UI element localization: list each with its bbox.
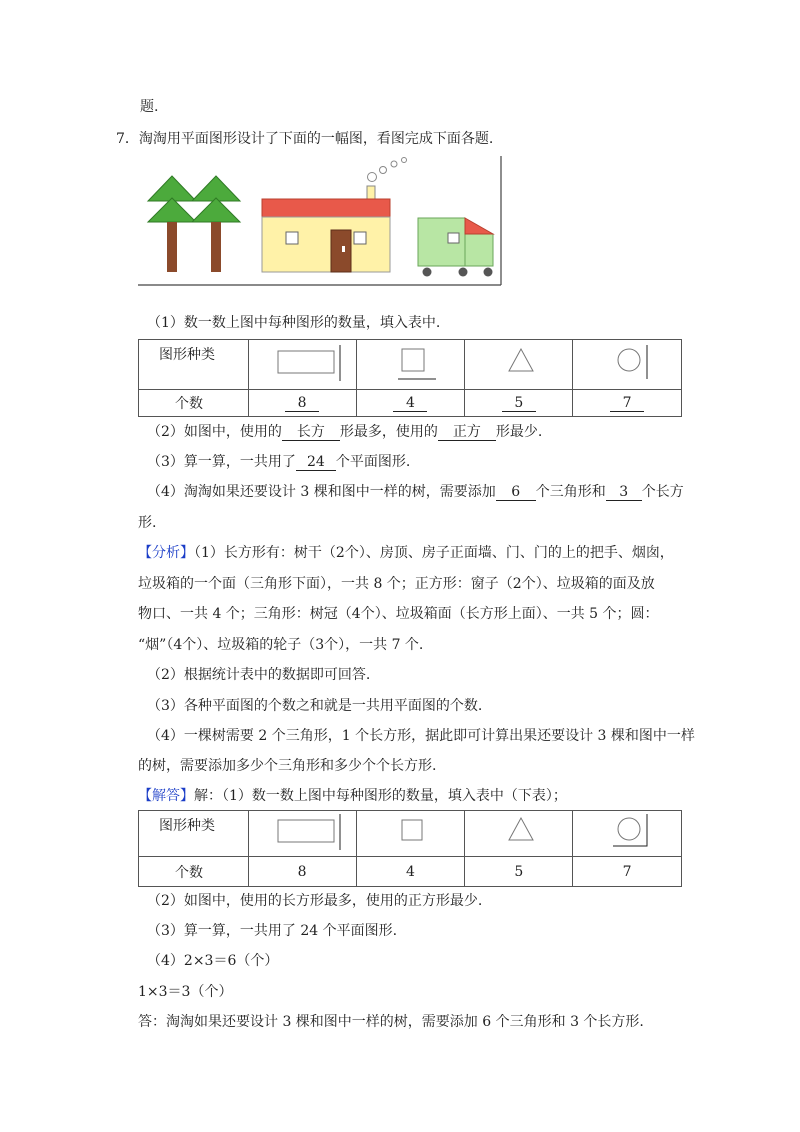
answer-intro: 【解答】解：（1）数一数上图中每种图形的数量，填入表中（下表）；	[138, 788, 567, 804]
answer-blank: 24	[296, 454, 336, 471]
table-row-label: 个数	[139, 390, 249, 417]
triangle-shape-cell	[465, 340, 573, 390]
rectangle-shape-cell	[248, 340, 356, 390]
square-shape-cell	[356, 811, 465, 857]
answer-line-5: 1×3＝3（个）	[138, 984, 233, 1000]
rectangle-count: 8	[248, 390, 356, 417]
square-icon	[360, 812, 460, 852]
design-illustration	[138, 156, 502, 286]
shape-count-table-1	[138, 339, 682, 417]
sub-question-2: （2）如图中，使用的 长方 形最多，使用的 正方 形最少.	[147, 424, 543, 440]
tree-1	[148, 176, 196, 272]
answer-tag: 【解答】	[138, 788, 194, 804]
answer-line-4: （4）2×3＝6（个）	[147, 953, 279, 969]
answer-blank: 6	[496, 484, 536, 501]
table-header-label: 图形种类	[139, 811, 249, 857]
analysis-line-5: （2）根据统计表中的数据即可回答.	[147, 667, 371, 683]
question-stem: 淘淘用平面图形设计了下面的一幅图，看图完成下面各题.	[138, 131, 494, 147]
answer-blank: 3	[606, 484, 642, 501]
circle-icon	[577, 812, 677, 852]
rectangle-count: 8	[248, 857, 356, 887]
circle-shape-cell	[573, 340, 682, 390]
triangle-count: 5	[465, 857, 573, 887]
tree-2	[192, 176, 240, 272]
sub-question-1: （1）数一数上图中每种图形的数量，填入表中.	[147, 315, 441, 331]
analysis-line-4: “烟”（4个）、垃圾箱的轮子（3个），一共 7 个.	[138, 637, 424, 653]
circle-count: 7	[573, 390, 682, 417]
table-row-label: 个数	[139, 857, 249, 887]
triangle-icon	[469, 343, 569, 383]
answer-blank: 正方	[438, 424, 496, 441]
triangle-shape-cell	[465, 811, 573, 857]
question-7	[116, 130, 493, 148]
house	[262, 186, 390, 272]
answer-line-3: （3）算一算，一共用了 24 个平面图形.	[147, 923, 398, 939]
square-icon	[360, 343, 460, 383]
analysis-tag: 【分析】	[138, 545, 194, 561]
analysis-line-1: 【分析】（1）长方形有：树干（2个）、房顶、房子正面墙、门、门的上的把手、烟囱，	[138, 545, 674, 561]
sub-question-4: （4）淘淘如果还要设计 3 棵和图中一样的树，需要添加 6 个三角形和 3 个长方	[147, 484, 684, 500]
circle-shape-cell	[573, 811, 682, 857]
shape-count-table-2	[138, 810, 682, 887]
sub-question-3: （3）算一算，一共用了 24 个平面图形.	[147, 454, 411, 470]
square-count: 4	[356, 857, 465, 887]
rectangle-icon	[252, 812, 352, 852]
truck	[418, 218, 493, 277]
previous-question-end: 题.	[140, 99, 159, 115]
analysis-line-7: （4）一棵树需要 2 个三角形，1 个长方形，据此即可计算出果还要设计 3 棵和图中一样	[147, 728, 695, 744]
square-count: 4	[356, 390, 465, 417]
triangle-count: 5	[465, 390, 573, 417]
answer-blank: 长方	[282, 424, 340, 441]
table-header-label: 图形种类	[139, 340, 249, 390]
circle-icon	[577, 343, 677, 383]
answer-conclusion: 答：淘淘如果还要设计 3 棵和图中一样的树，需要添加 6 个三角形和 3 个长方形.	[138, 1014, 644, 1030]
triangle-icon	[469, 812, 569, 852]
answer-line-2: （2）如图中，使用的长方形最多，使用的正方形最少.	[147, 893, 483, 909]
circle-count: 7	[573, 857, 682, 887]
analysis-line-8: 的树，需要添加多少个三角形和多少个个长方形.	[138, 758, 437, 774]
sub-question-4-cont: 形.	[138, 515, 157, 531]
analysis-line-6: （3）各种平面图的个数之和就是一共用平面图的个数.	[147, 698, 483, 714]
rectangle-shape-cell	[248, 811, 356, 857]
question-number: 7．	[116, 131, 139, 147]
analysis-line-2: 垃圾箱的一个面（三角形下面），一共 8 个；正方形：窗子（2个）、垃圾箱的面及放	[138, 576, 655, 592]
analysis-line-3: 物口、一共 4 个；三角形：树冠（4个）、垃圾箱面（长方形上面）、一共 5 个；圆：	[138, 606, 659, 622]
square-shape-cell	[356, 340, 465, 390]
rectangle-icon	[252, 343, 352, 383]
